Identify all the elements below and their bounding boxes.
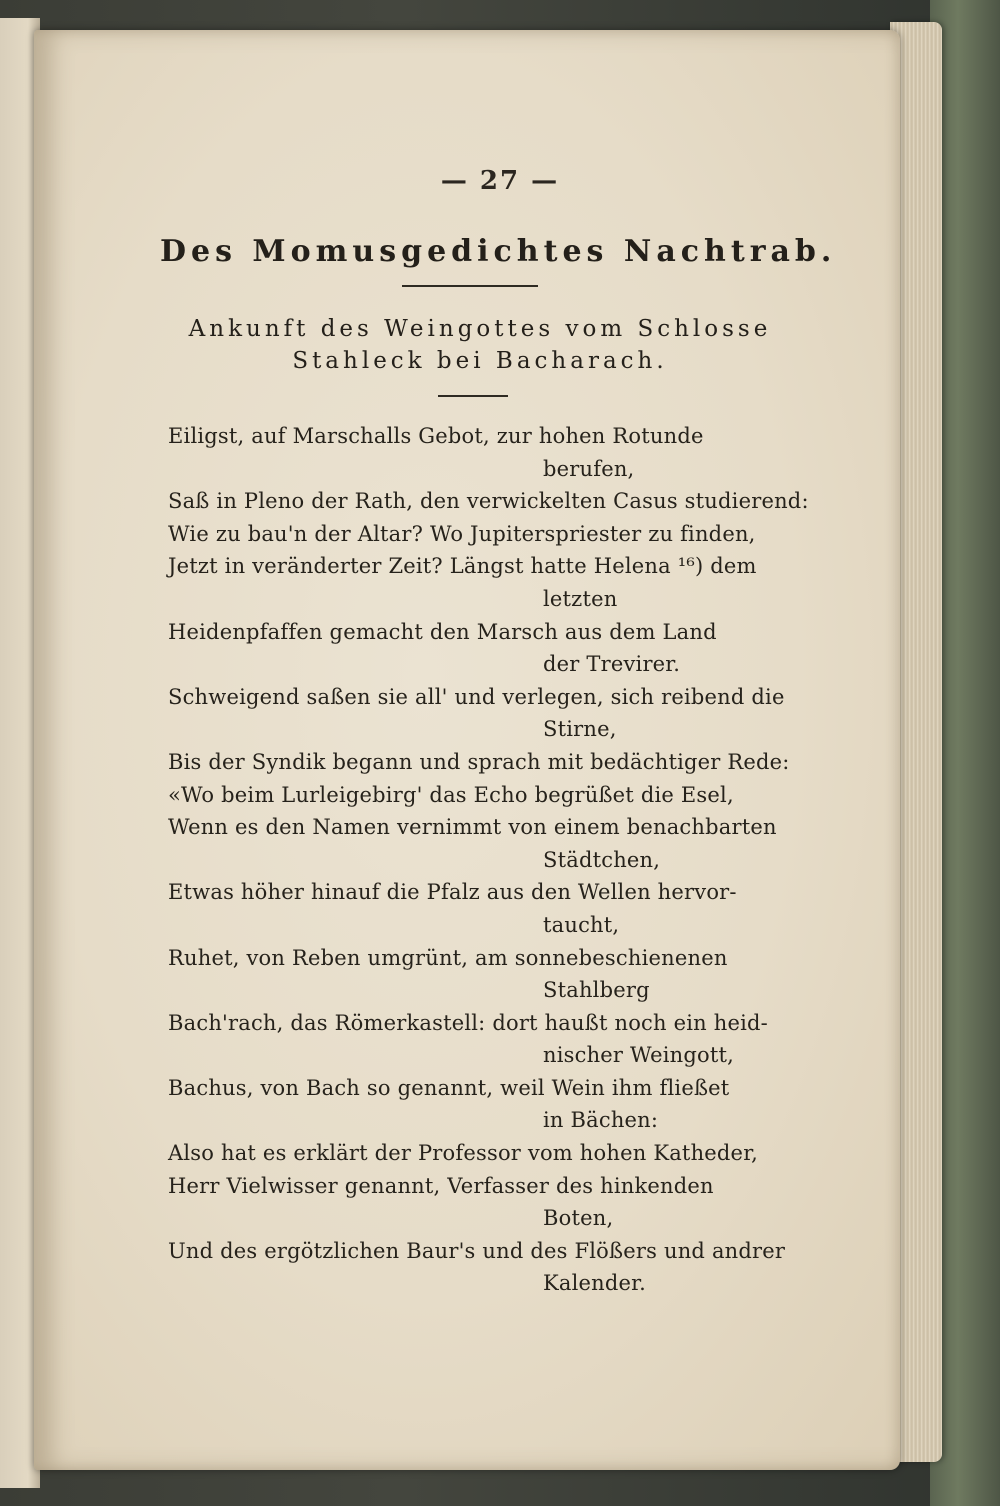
poem-body bbox=[168, 420, 809, 1300]
poem-line-continuation: in Bächen: bbox=[543, 1108, 659, 1133]
poem-line: Saß in Pleno der Rath, den verwickelten Casus studierend: bbox=[168, 489, 809, 514]
poem-line: «Wo beim Lurleigebirg' das Echo begrüßet die Esel, bbox=[168, 782, 734, 807]
poem-line: Also hat es erklärt der Professor vom hohen Katheder, bbox=[168, 1141, 758, 1166]
poem-line: Wie zu bau'n der Altar? Wo Jupiterspriester zu finden, bbox=[168, 521, 756, 546]
poem-line-continuation: Stirne, bbox=[543, 717, 617, 742]
poem-line-continuation: Kalender. bbox=[543, 1271, 646, 1296]
poem-line: Ruhet, von Reben umgrünt, am sonnebeschienenen bbox=[168, 945, 728, 970]
poem-line-continuation: taucht, bbox=[543, 912, 620, 937]
title-divider bbox=[402, 285, 538, 287]
poem-line: Jetzt in veränderter Zeit? Längst hatte Helena ¹⁶) dem bbox=[168, 554, 757, 579]
poem-line-continuation: berufen, bbox=[543, 456, 635, 481]
poem-line: Etwas höher hinauf die Pfalz aus den Wellen hervor- bbox=[168, 880, 737, 905]
subtitle-line-1: Ankunft des Weingottes vom Schlosse bbox=[188, 316, 772, 342]
poem-line: Bis der Syndik begann und sprach mit bedächtiger Rede: bbox=[168, 749, 790, 774]
poem-line: Heidenpfaffen gemacht den Marsch aus dem Land bbox=[168, 619, 717, 644]
poem-line-continuation: letzten bbox=[543, 586, 618, 611]
subtitle-divider bbox=[438, 395, 508, 397]
poem-line-continuation: nischer Weingott, bbox=[543, 1043, 735, 1068]
poem-title: Des Momusgedichtes Nachtrab. bbox=[160, 234, 837, 269]
page-number: — 27 — bbox=[440, 166, 560, 196]
poem-line-continuation: Städtchen, bbox=[543, 847, 661, 872]
poem-line: Eiligst, auf Marschalls Gebot, zur hohen Rotunde bbox=[168, 424, 704, 448]
poem-line-continuation: der Trevirer. bbox=[543, 652, 681, 677]
poem-line-continuation: Stahlberg bbox=[543, 978, 650, 1003]
poem-line: Und des ergötzlichen Baur's und des Flößers und andrer bbox=[168, 1238, 786, 1263]
poem-line: Bach'rach, das Römerkastell: dort haußt noch ein heid- bbox=[168, 1010, 768, 1035]
poem-line: Herr Vielwisser genannt, Verfasser des hinkenden bbox=[168, 1173, 714, 1198]
poem-line-continuation: Boten, bbox=[543, 1206, 614, 1231]
subtitle-line-2: Stahleck bei Bacharach. bbox=[292, 348, 668, 374]
poem-line: Wenn es den Namen vernimmt von einem benachbarten bbox=[168, 815, 777, 840]
poem-line: Bachus, von Bach so genannt, weil Wein ihm fließet bbox=[168, 1075, 730, 1100]
poem-line: Schweigend saßen sie all' und verlegen, sich reibend die bbox=[168, 684, 785, 709]
